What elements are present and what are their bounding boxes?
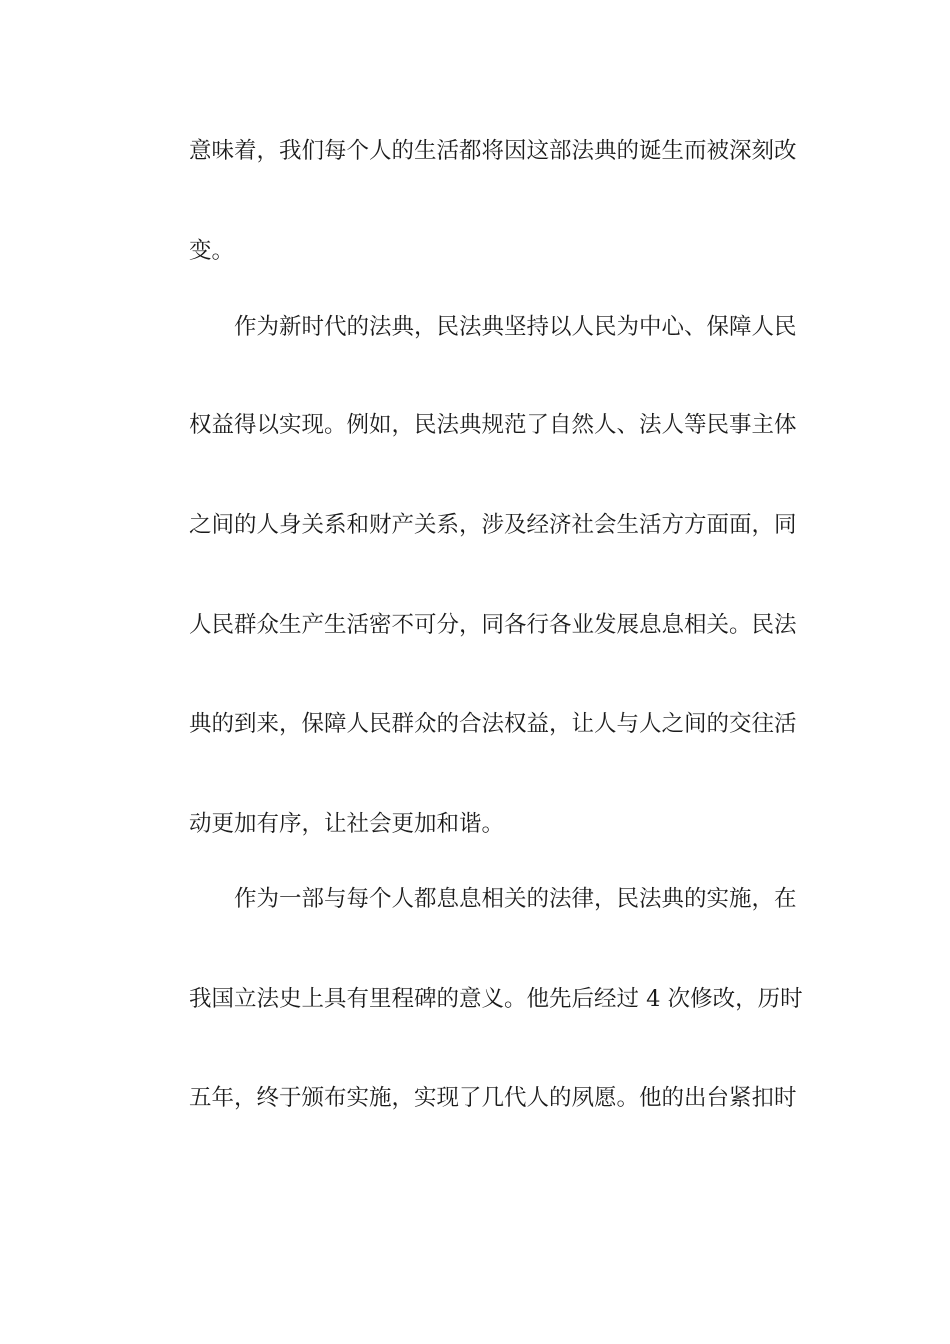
text-line: 动更加有序，让社会更加和谐。 [189,811,505,837]
text-line: 之间的人身关系和财产关系，涉及经济社会生活方方面面，同 [189,512,797,538]
text-line: 权益得以实现。例如，民法典规范了自然人、法人等民事主体 [189,412,797,438]
text-line: 典的到来，保障人民群众的合法权益，让人与人之间的交往活 [189,711,797,737]
text-line: 意味着，我们每个人的生活都将因这部法典的诞生而被深刻改 [189,138,797,164]
text-line: 作为新时代的法典，民法典坚持以人民为中心、保障人民 [234,314,797,340]
text-line: 作为一部与每个人都息息相关的法律，民法典的实施，在 [234,886,797,912]
text-line: 变。 [189,238,235,264]
text-line: 我国立法史上具有里程碑的意义。他先后经过 4 次修改，历时 [189,986,803,1012]
text-line: 五年，终于颁布实施，实现了几代人的夙愿。他的出台紧扣时 [189,1085,797,1111]
text-line: 人民群众生产生活密不可分，同各行各业发展息息相关。民法 [189,612,797,638]
